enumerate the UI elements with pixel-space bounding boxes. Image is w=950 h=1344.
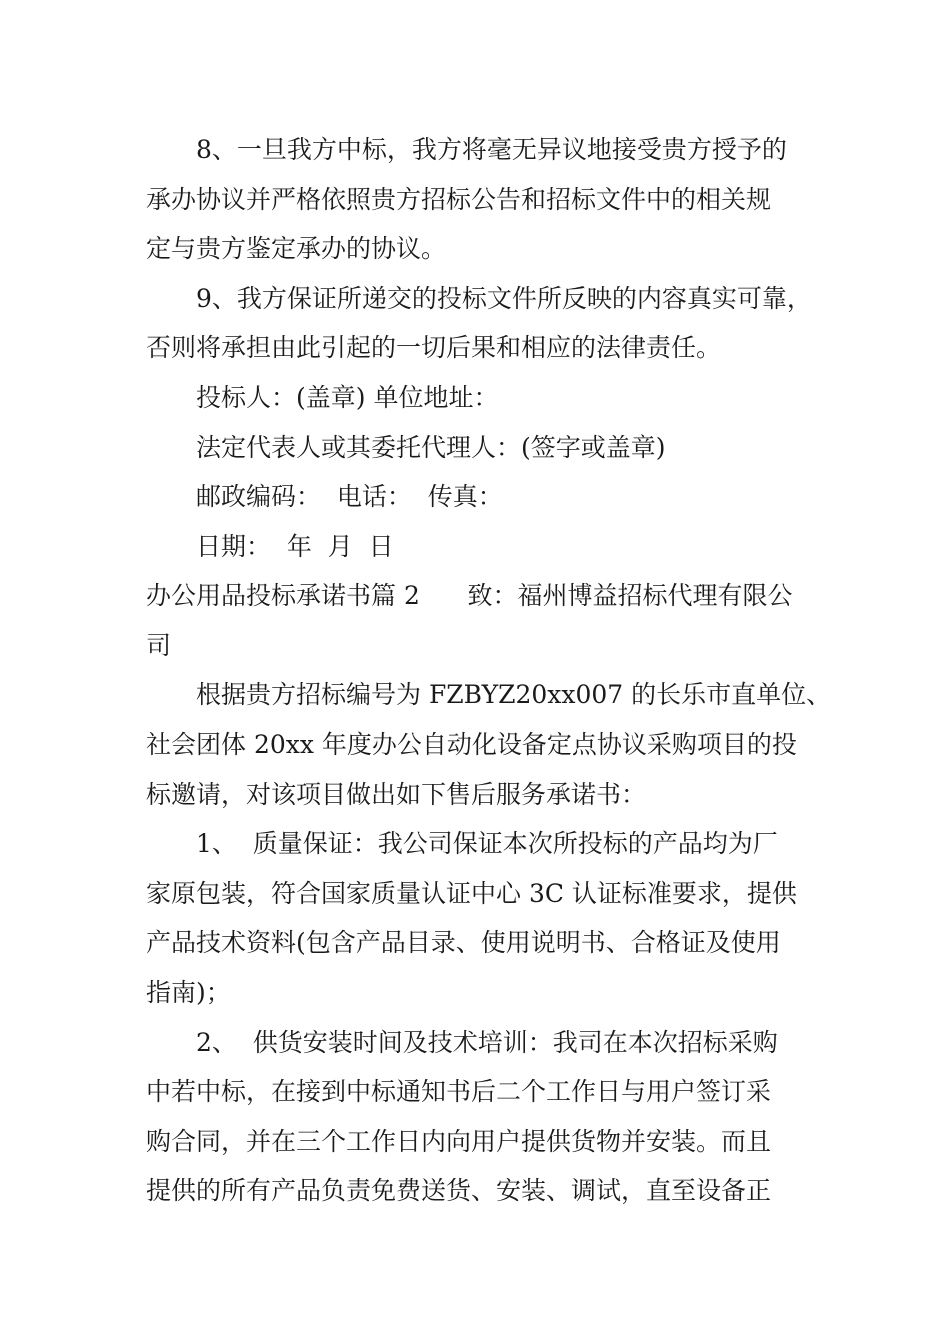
item-2-line-1: 2、 供货安装时间及技术培训：我司在本次招标采购 [196, 1028, 778, 1057]
section-2-heading: 办公用品投标承诺书篇 2 致：福州博益招标代理有限公 [146, 581, 793, 610]
item-1-line-4: 指南)； [146, 978, 231, 1007]
postcode-phone-fax: 邮政编码： 电话： 传真： [196, 482, 503, 511]
clause-9-line-1: 9、我方保证所递交的投标文件所反映的内容真实可靠， [196, 284, 812, 313]
intro-line-2: 社会团体 20xx 年度办公自动化设备定点协议采购项目的投 [146, 730, 797, 759]
item-1-line-2: 家原包装，符合国家质量认证中心 3C 认证标准要求，提供 [146, 879, 797, 908]
item-1-line-3: 产品技术资料(包含产品目录、使用说明书、合格证及使用 [146, 928, 781, 957]
legal-representative: 法定代表人或其委托代理人：(签字或盖章) [196, 433, 666, 462]
section-2-heading-cont: 司 [146, 631, 172, 660]
clause-8-line-1: 8、一旦我方中标，我方将毫无异议地接受贵方授予的 [196, 135, 787, 164]
clause-8-line-3: 定与贵方鉴定承办的协议。 [146, 234, 447, 263]
intro-line-3: 标邀请，对该项目做出如下售后服务承诺书： [146, 780, 647, 809]
item-2-line-3: 购合同，并在三个工作日内向用户提供货物并安装。而且 [146, 1127, 772, 1156]
date-line: 日期： 年 月 日 [196, 532, 394, 561]
intro-line-1: 根据贵方招标编号为 FZBYZ20xx007 的长乐市直单位、 [196, 680, 832, 709]
item-2-line-2: 中若中标，在接到中标通知书后二个工作日与用户签订采 [146, 1077, 772, 1106]
bidder-seal-address: 投标人：(盖章) 单位地址： [196, 383, 499, 412]
item-2-line-4: 提供的所有产品负责免费送货、安装、调试，直至设备正 [146, 1176, 772, 1205]
item-1-line-1: 1、 质量保证：我公司保证本次所投标的产品均为厂 [196, 829, 778, 858]
clause-9-line-2: 否则将承担由此引起的一切后果和相应的法律责任。 [146, 333, 722, 362]
clause-8-line-2: 承办协议并严格依照贵方招标公告和招标文件中的相关规 [146, 185, 772, 214]
